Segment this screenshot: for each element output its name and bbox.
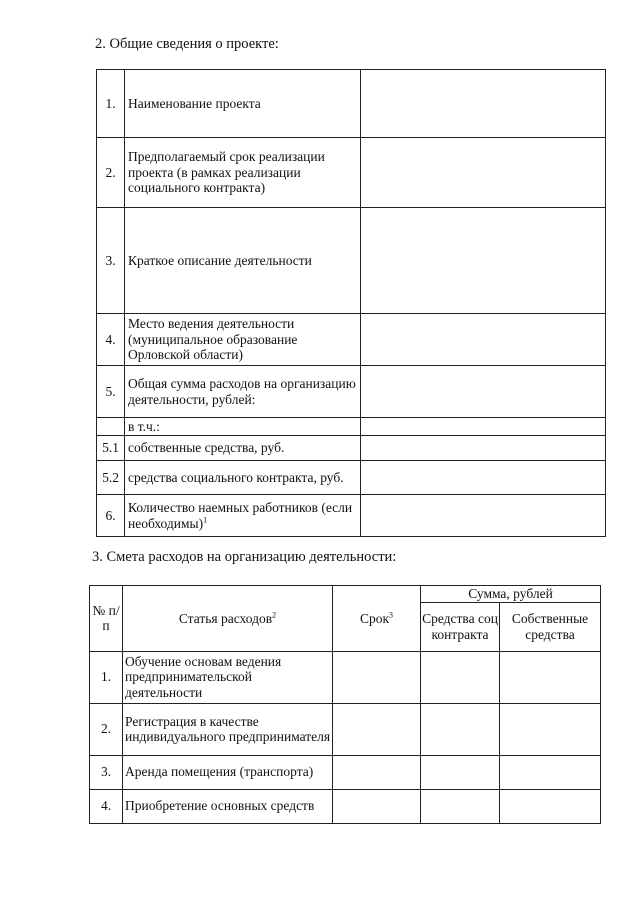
table-row	[90, 651, 601, 703]
row-label: в т.ч.:	[125, 418, 361, 436]
row-label: Место ведения деятельности (муниципальное образование Орловской области)	[125, 314, 361, 366]
row-number: 2.	[90, 703, 123, 755]
header-row	[90, 586, 601, 603]
footnote-marker: 2	[272, 610, 277, 619]
row-label: Обучение основам ведения предпринимательской деятельности	[123, 651, 333, 703]
section-3-title: 3. Смета расходов на организацию деятельности:	[92, 549, 397, 565]
own-sum-cell[interactable]	[500, 789, 601, 823]
table-row	[97, 208, 606, 314]
footnote-marker: 1	[203, 515, 208, 524]
row-label: Регистрация в качестве индивидуального предпринимателя	[123, 703, 333, 755]
table-row	[97, 314, 606, 366]
row-label: Аренда помещения (транспорта)	[123, 755, 333, 789]
social-sum-cell[interactable]	[421, 651, 500, 703]
header-num: № п/п	[90, 586, 123, 652]
value-cell[interactable]	[361, 138, 606, 208]
value-cell[interactable]	[361, 70, 606, 138]
term-cell[interactable]	[333, 703, 421, 755]
row-number: 6.	[97, 495, 125, 537]
row-number: 2.	[97, 138, 125, 208]
table-row	[97, 436, 606, 461]
header-term-text: Срок	[359, 610, 390, 626]
table-row	[97, 495, 606, 537]
row-label: собственные средства, руб.	[125, 436, 361, 461]
social-sum-cell[interactable]	[421, 789, 500, 823]
header-sum-own: Собственные средства	[500, 602, 601, 651]
row-number: 3.	[97, 208, 125, 314]
row-number: 4.	[97, 314, 125, 366]
row-number: 1.	[97, 70, 125, 138]
value-cell[interactable]	[361, 461, 606, 495]
header-sum-social: Средства соц контракта	[421, 602, 500, 651]
table-row	[97, 366, 606, 418]
header-term	[333, 586, 421, 652]
table-row	[90, 755, 601, 789]
value-cell[interactable]	[361, 495, 606, 537]
table-row	[90, 789, 601, 823]
row-label: средства социального контракта, руб.	[125, 461, 361, 495]
term-cell[interactable]	[333, 651, 421, 703]
footnote-marker: 3	[389, 610, 394, 619]
own-sum-cell[interactable]	[500, 651, 601, 703]
social-sum-cell[interactable]	[421, 755, 500, 789]
value-cell[interactable]	[361, 436, 606, 461]
row-label: Краткое описание деятельности	[125, 208, 361, 314]
term-cell[interactable]	[333, 755, 421, 789]
project-info-table	[96, 69, 606, 537]
social-sum-cell[interactable]	[421, 703, 500, 755]
own-sum-cell[interactable]	[500, 703, 601, 755]
row-label: Наименование проекта	[125, 70, 361, 138]
table-row	[90, 703, 601, 755]
row-number: 4.	[90, 789, 123, 823]
row-number: 3.	[90, 755, 123, 789]
header-item-text: Статья расходов	[178, 610, 273, 626]
table-row	[97, 418, 606, 436]
row-number: 5.	[97, 366, 125, 418]
value-cell[interactable]	[361, 366, 606, 418]
row-number: 5.1	[97, 436, 125, 461]
value-cell[interactable]	[361, 418, 606, 436]
header-sum: Сумма, рублей	[421, 586, 601, 603]
table-row	[97, 70, 606, 138]
row-number: 5.2	[97, 461, 125, 495]
table-row	[97, 461, 606, 495]
row-label: Общая сумма расходов на организацию деятельности, рублей:	[125, 366, 361, 418]
expense-estimate-table	[89, 585, 601, 824]
row-label-text: Количество наемных работников (если необходимы)	[128, 500, 353, 531]
table-row	[97, 138, 606, 208]
row-number: 1.	[90, 651, 123, 703]
value-cell[interactable]	[361, 208, 606, 314]
row-label: Предполагаемый срок реализации проекта (в рамках реализации социального контракта)	[125, 138, 361, 208]
term-cell[interactable]	[333, 789, 421, 823]
value-cell[interactable]	[361, 314, 606, 366]
section-2-title: 2. Общие сведения о проекте:	[95, 36, 279, 52]
own-sum-cell[interactable]	[500, 755, 601, 789]
row-label	[125, 495, 361, 537]
row-number	[97, 418, 125, 436]
header-item	[123, 586, 333, 652]
row-label: Приобретение основных средств	[123, 789, 333, 823]
